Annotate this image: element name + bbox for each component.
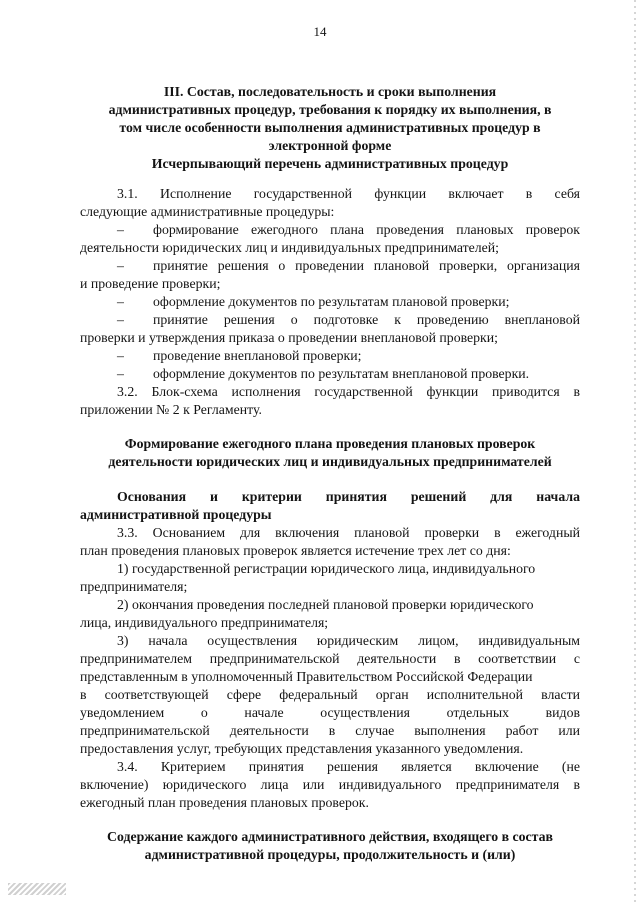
paragraph-3-3-line-2: план проведения плановых проверок является истечение трех лет со дня:: [80, 543, 511, 558]
section-heading-line-4: электронной форме: [268, 138, 392, 153]
paragraph-3-3-item-3-line-4: в соответствующей сфере федеральный орган исполнительной власти: [80, 687, 580, 702]
grounds-criteria-heading-line-1: Основания и критерии принятия решений для начала: [117, 489, 580, 504]
bullet-dash: –: [117, 366, 124, 381]
paragraph-3-2-line-2: приложении № 2 к Регламенту.: [80, 402, 262, 417]
paragraph-3-1-line-2: следующие административные процедуры:: [80, 204, 335, 219]
paragraph-3-4-line-3: ежегодный план проведения плановых проверок.: [80, 795, 369, 810]
paragraph-3-3-item-2-line-1: 2) окончания проведения последней плановой проверки юридического: [117, 597, 534, 612]
paragraph-3-3-item-3-line-3: представленным в уполномоченный Правительством Российской Федерации: [80, 669, 533, 684]
paragraph-3-2-line-1: 3.2. Блок-схема исполнения государственной функции приводится в: [117, 384, 580, 399]
bullet-dash: –: [117, 312, 124, 327]
scan-edge-artifact: [634, 0, 636, 905]
section-heading-line-3: том числе особенности выполнения административных процедур в: [119, 120, 541, 135]
paragraph-3-3-line-1: 3.3. Основанием для включения плановой проверки в ежегодный: [117, 525, 580, 540]
paragraph-3-3-item-3-line-5: уведомлением о начале осуществления отдельных видов: [80, 705, 580, 720]
bullet-1-line-1: формирование ежегодного плана проведения плановых проверок: [153, 222, 580, 237]
bullet-4-line-1: принятие решения о подготовке к проведению внеплановой: [153, 312, 580, 327]
paragraph-3-3-item-1-line-1: 1) государственной регистрации юридического лица, индивидуального: [117, 561, 536, 576]
bullet-2-line-2: и проведение проверки;: [80, 276, 221, 291]
bullet-6: оформление документов по результатам внеплановой проверки.: [153, 366, 530, 381]
bullet-dash: –: [117, 348, 124, 363]
action-content-heading-line-2: административной процедуры, продолжительность и (или): [144, 847, 516, 862]
paragraph-3-1-line-1: 3.1. Исполнение государственной функции включает в себя: [117, 186, 580, 201]
bullet-dash: –: [117, 222, 124, 237]
bullet-dash: –: [117, 258, 124, 273]
paragraph-3-4-line-1: 3.4. Критерием принятия решения является включение (не: [117, 759, 580, 774]
annual-plan-heading-line-1: Формирование ежегодного плана проведения плановых проверок: [124, 436, 536, 451]
paragraph-3-3-item-3-line-1: 3) начала осуществления юридическим лицом, индивидуальным: [117, 633, 580, 648]
bullet-5: проведение внеплановой проверки;: [153, 348, 362, 363]
paragraph-3-3-item-3-line-7: предоставления услуг, требующих представления указанного уведомления.: [80, 741, 524, 756]
paragraph-3-3-item-1-line-2: предпринимателя;: [80, 579, 188, 594]
bullet-4-line-2: проверки и утверждения приказа о проведении внеплановой проверки;: [80, 330, 498, 345]
bullet-dash: –: [117, 294, 124, 309]
bullet-2-line-1: принятие решения о проведении плановой проверки, организация: [153, 258, 580, 273]
paragraph-3-3-item-3-line-6: предпринимательской деятельности в случае выполнения работ или: [80, 723, 580, 738]
action-content-heading-line-1: Содержание каждого административного действия, входящего в состав: [107, 829, 553, 844]
bullet-1-line-2: деятельности юридических лиц и индивидуальных предпринимателей;: [80, 240, 500, 255]
scan-corner-artifact: [8, 883, 66, 895]
grounds-criteria-heading-line-2: административной процедуры: [80, 507, 272, 522]
paragraph-3-3-item-3-line-2: предпринимателем предпринимательской деятельности в соответствии с: [80, 651, 580, 666]
paragraph-3-3-item-2-line-2: лица, индивидуального предпринимателя;: [80, 615, 329, 630]
page-number: 14: [313, 24, 327, 39]
section-heading-line-1: III. Состав, последовательность и сроки выполнения: [163, 84, 497, 99]
annual-plan-heading-line-2: деятельности юридических лиц и индивидуальных предпринимателей: [108, 454, 552, 469]
procedures-list-heading: Исчерпывающий перечень административных процедур: [151, 156, 509, 171]
section-heading-line-2: административных процедур, требования к порядку их выполнения, в: [108, 102, 552, 117]
bullet-3: оформление документов по результатам плановой проверки;: [153, 294, 510, 309]
paragraph-3-4-line-2: включение) юридического лица или индивидуального предпринимателя в: [80, 777, 580, 792]
